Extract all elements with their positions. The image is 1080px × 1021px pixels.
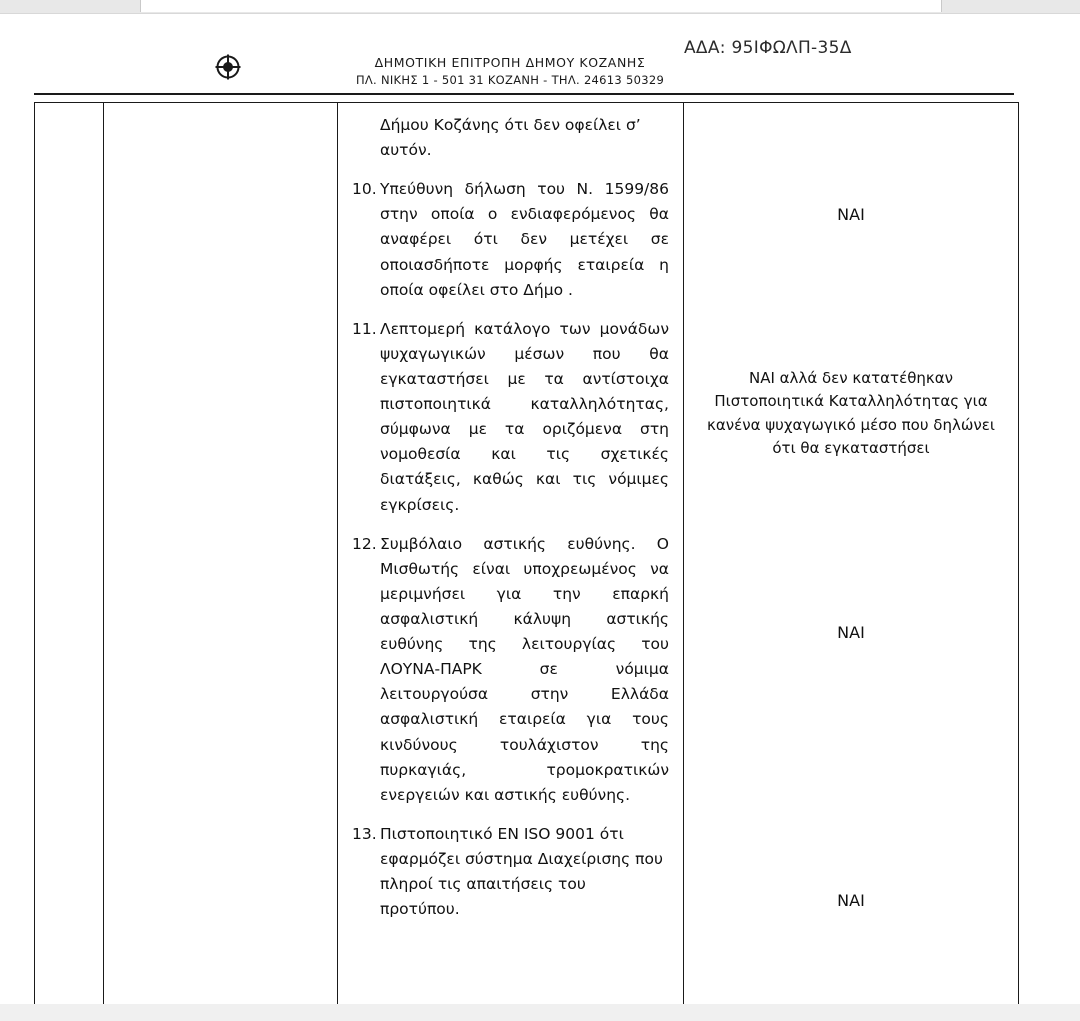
answer-value: ΝΑΙ	[837, 205, 865, 224]
list-item-text: Πιστοποιητικό ΕΝ ISO 9001 ότι εφαρμόζει σύστημα Διαχείρισης που πληροί τις απαιτήσεις του προτύπου.	[380, 824, 663, 919]
answer-value: ΝΑΙ	[837, 623, 865, 642]
government-seal-icon	[215, 54, 241, 80]
header-divider	[34, 93, 1014, 95]
previous-page-edge	[140, 0, 942, 12]
table-cell-requirements	[338, 103, 684, 1008]
list-item-number: 12.	[352, 534, 377, 553]
requirements-table	[34, 102, 1019, 1008]
requirements-table-wrapper	[34, 102, 1014, 990]
continued-paragraph: Δήμου Κοζάνης ότι δεν οφείλει σ’ αυτόν.	[380, 116, 641, 160]
list-item-text: Υπεύθυνη δήλωση του Ν. 1599/86 στην οποία ο ενδιαφερόμενος θα αναφέρει ότι δεν μετέχει σε οποιασδήποτε μορφής εταιρεία η οποία οφείλει στο Δήμο .	[380, 180, 669, 299]
document-page	[0, 14, 1080, 1004]
answer-value: ΝΑΙ	[837, 891, 865, 910]
ada-stamp: ΑΔΑ: 95ΙΦΩΛΠ-35Δ	[684, 38, 852, 58]
list-item	[352, 822, 669, 922]
list-item-text: Λεπτομερή κατάλογο των μονάδων ψυχαγωγικών μέσων που θα εγκαταστήσει με τα αντίστοιχα πιστοποιητικά καταλληλότητας, σύμφωνα με τα οριζόμενα στη νομοθεσία και τις σχετικές διατάξεις, καθώς και τις νόμιμες εγκρίσεις.	[380, 319, 669, 514]
viewer-top-strip	[0, 0, 1080, 14]
header-authority-name: ΔΗΜΟΤΙΚΗ ΕΠΙΤΡΟΠΗ ΔΗΜΟΥ ΚΟΖΑΝΗΣ	[374, 55, 646, 70]
list-item-number: 10.	[352, 180, 377, 199]
document-header	[0, 14, 1080, 100]
list-item-number: 11.	[352, 319, 377, 338]
list-item	[352, 532, 669, 808]
requirements-list	[352, 177, 669, 922]
list-item	[352, 317, 669, 518]
list-item-text: Συμβόλαιο αστικής ευθύνης. Ο Μισθωτής είναι υποχρεωμένος να μεριμνήσει για την επαρκή ασφαλιστική κάλυψη αστικής ευθύνης της λειτουργίας του ΛΟΥΝΑ-ΠΑΡΚ σε νόμιμα λειτουργούσα στην Ελλάδα ασφαλιστική εταιρεία για τους κινδύνους τουλάχιστον της πυρκαγιάς, τρομοκρατικών ενεργειών και αστικής ευθύνης.	[380, 534, 669, 804]
list-item-number: 13.	[352, 824, 377, 843]
table-row	[35, 103, 1019, 1008]
table-cell-column-b	[104, 103, 338, 1008]
list-item	[352, 177, 669, 303]
answer-value: ΝΑΙ αλλά δεν κατατέθηκαν Πιστοποιητικά Καταλληλότητας για κανένα ψυχαγωγικό μέσο που δηλώνει ότι θα εγκαταστήσει	[707, 369, 995, 457]
header-authority-address: ΠΛ. ΝΙΚΗΣ 1 - 501 31 ΚΟΖΑΝΗ - ΤΗΛ. 24613 50329	[355, 73, 665, 88]
table-cell-answers	[684, 103, 1019, 1008]
header-authority-block	[300, 54, 720, 89]
table-cell-column-a	[35, 103, 104, 1008]
page-bottom-edge	[0, 1004, 1080, 1021]
